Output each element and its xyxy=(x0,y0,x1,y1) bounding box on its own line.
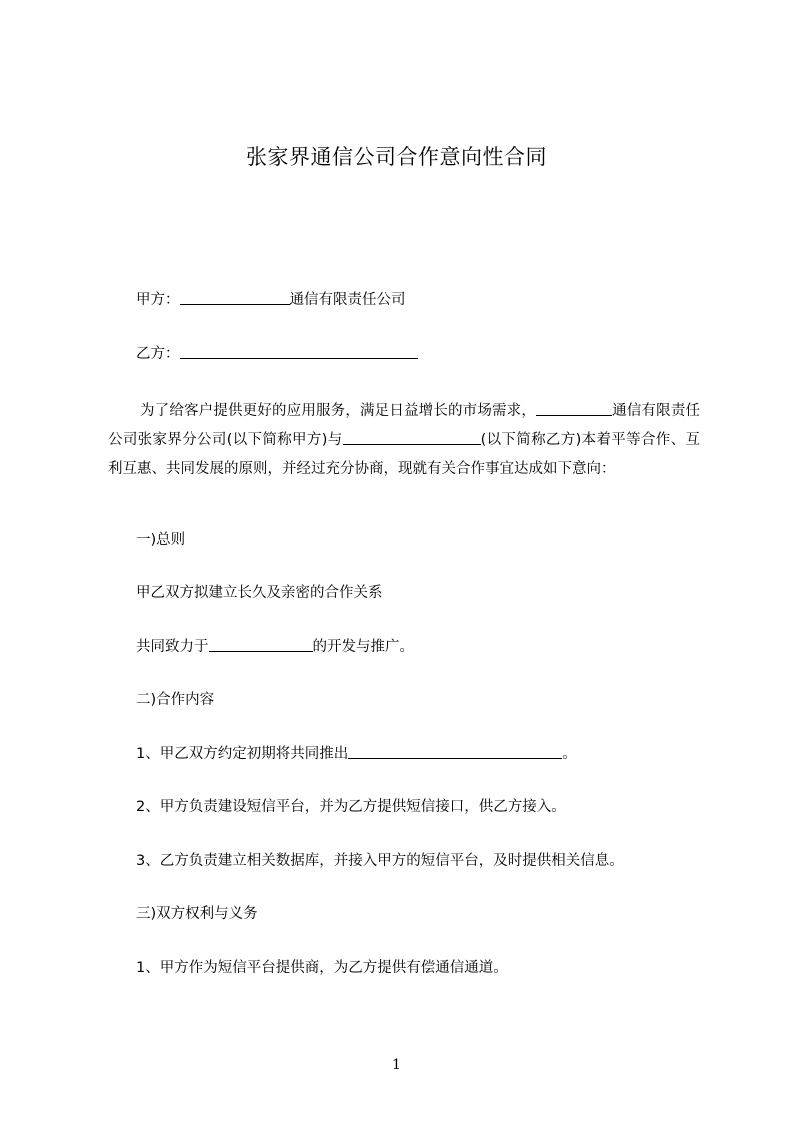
section1-heading: 一)总则 xyxy=(136,532,186,548)
section2-item3: 3、乙方负责建立相关数据库，并接入甲方的短信平台，及时提供相关信息。 xyxy=(136,853,624,869)
document-title: 张家界通信公司合作意向性合同 xyxy=(246,145,547,169)
section1-item2-suffix: 的开发与推广。 xyxy=(312,639,414,655)
intro-blank-2 xyxy=(343,430,481,445)
section2-heading: 二)合作内容 xyxy=(136,692,215,708)
section1-item1: 甲乙双方拟建立长久及亲密的合作关系 xyxy=(136,585,383,601)
section2-item1 xyxy=(136,744,577,764)
section1-item2-prefix: 共同致力于 xyxy=(136,639,209,655)
party-a-suffix: 通信有限责任公司 xyxy=(289,292,406,308)
party-b-label: 乙方： xyxy=(136,346,180,362)
section2-item2: 2、甲方负责建设短信平台，并为乙方提供短信接口，供乙方接入。 xyxy=(136,799,566,815)
intro-blank-1 xyxy=(536,401,612,416)
intro-text-2: 通信有限责任公司张家界分公司(以下简称甲方)与 xyxy=(108,403,700,448)
section2-item1-suffix: 。 xyxy=(562,746,577,762)
party-a-label: 甲方： xyxy=(136,292,180,308)
intro-text-3: (以下简称乙方)本着平等合作、互利互惠、共同发展的原则，并经过充分协商，现就有关合作事宜达成如下意向： xyxy=(108,432,700,477)
party-b-line xyxy=(136,344,418,364)
intro-text-1: 为了给客户提供更好的应用服务，满足日益增长的市场需求， xyxy=(140,403,536,419)
section2-item1-blank xyxy=(348,744,562,759)
party-a-blank xyxy=(180,290,290,305)
section3-item1: 1、甲方作为短信平台提供商，为乙方提供有偿通信通道。 xyxy=(136,960,508,976)
party-b-blank xyxy=(180,344,418,359)
section2-item1-prefix: 1、甲乙双方约定初期将共同推出 xyxy=(136,746,349,762)
page-number: 1 xyxy=(392,1057,401,1073)
section1-item2-blank xyxy=(209,637,313,652)
intro-paragraph xyxy=(108,397,700,484)
section3-heading: 三)双方权利与义务 xyxy=(136,906,258,922)
section1-item2 xyxy=(136,637,414,657)
party-a-line xyxy=(136,290,406,310)
